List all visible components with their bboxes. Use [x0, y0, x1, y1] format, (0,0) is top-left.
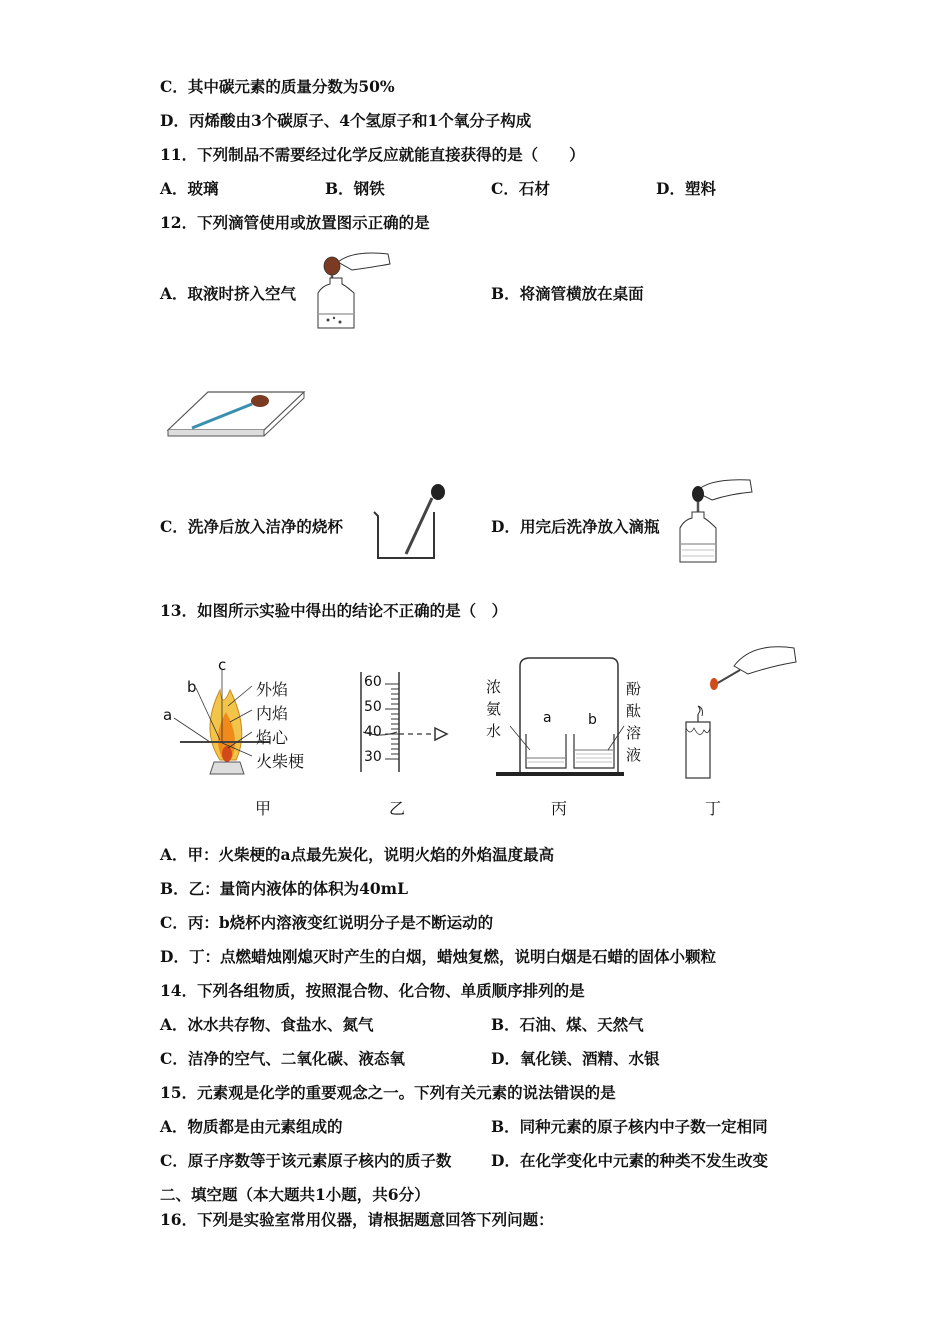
- q12-figure-c-dropper-in-beaker: [368, 484, 458, 562]
- q13-bing-left-label: [486, 676, 504, 742]
- q13-option-a: A．甲：火柴梗的a点最先炭化，说明火焰的外焰温度最高: [160, 845, 555, 864]
- q12-option-b: B．将滴管横放在桌面: [491, 284, 644, 303]
- q16-stem: 16．下列是实验室常用仪器，请根据题意回答下列问题：: [160, 1210, 554, 1229]
- q15-stem: 15．元素观是化学的重要观念之一。下列有关元素的说法错误的是: [160, 1083, 616, 1102]
- q11-option-c: C．石材: [491, 179, 550, 198]
- q15-option-c: C．原子序数等于该元素原子核内的质子数: [160, 1151, 452, 1170]
- q13-jia-caption: 甲: [255, 799, 272, 818]
- q15-option-b: B．同种元素的原子核内中子数一定相同: [491, 1117, 768, 1136]
- q13-bing-right-char: 酚: [626, 680, 642, 698]
- q12-option-a: A．取液时挤入空气: [160, 284, 297, 303]
- q11-option-d: D．塑料: [656, 179, 716, 198]
- q14-stem: 14．下列各组物质，按照混合物、化合物、单质顺序排列的是: [160, 981, 585, 1000]
- q13-yi-tick-30: 30: [364, 749, 382, 765]
- q15-option-d: D．在化学变化中元素的种类不发生改变: [491, 1151, 768, 1170]
- q13-option-b: B．乙：量筒内液体的体积为40mL: [160, 879, 408, 898]
- q10-option-c: C．其中碳元素的质量分数为50%: [160, 77, 395, 96]
- q13-jia-label-c: c: [218, 656, 227, 674]
- q11-option-b: B．钢铁: [325, 179, 385, 198]
- q13-bing-beaker-b: b: [588, 712, 597, 728]
- q14-option-b: B．石油、煤、天然气: [491, 1015, 644, 1034]
- q10-option-d: D．丙烯酸由3个碳原子、4个氢原子和1个氧分子构成: [160, 111, 532, 130]
- q13-jia-label-b: b: [187, 678, 197, 696]
- q13-ding-caption: 丁: [705, 799, 722, 818]
- q13-yi-tick-60: 60: [364, 674, 382, 690]
- q13-jia-match-stick: 火柴梗: [256, 752, 305, 771]
- q12-figure-d-dropper-into-bottle: [674, 474, 756, 566]
- q13-yi-caption: 乙: [389, 799, 406, 818]
- q13-bing-beaker-a: a: [543, 710, 552, 726]
- q13-jia-inner-flame: 内焰: [256, 704, 289, 723]
- q14-option-c: C．洁净的空气、二氧化碳、液态氧: [160, 1049, 405, 1068]
- q13-jia-flame-core: 焰心: [256, 728, 289, 747]
- q13-yi-tick-40: 40: [364, 724, 382, 740]
- q11-option-a: A．玻璃: [160, 179, 219, 198]
- q13-bing-right-char: 酞: [626, 702, 642, 720]
- q12-stem: 12．下列滴管使用或放置图示正确的是: [160, 213, 430, 232]
- q13-bing-left-char: 浓: [486, 678, 502, 696]
- q13-option-d: D．丁：点燃蜡烛刚熄灭时产生的白烟，蜡烛复燃，说明白烟是石蜡的固体小颗粒: [160, 947, 716, 966]
- section-heading: 二、填空题（本大题共1小题，共6分）: [160, 1185, 430, 1204]
- q13-bing-left-char: 水: [486, 722, 502, 740]
- q14-option-d: D．氧化镁、酒精、水银: [491, 1049, 660, 1068]
- q13-bing-right-char: 液: [626, 746, 642, 764]
- q13-figure-bing-bell-jar: [490, 654, 630, 780]
- q15-option-a: A．物质都是由元素组成的: [160, 1117, 343, 1136]
- q13-stem: 13．如图所示实验中得出的结论不正确的是（ ）: [160, 601, 508, 620]
- q13-figure-ding-candle: [676, 636, 800, 782]
- q13-yi-tick-50: 50: [364, 699, 382, 715]
- q12-option-c: C．洗净后放入洁净的烧杯: [160, 517, 343, 536]
- q14-option-a: A．冰水共存物、食盐水、氮气: [160, 1015, 374, 1034]
- q12-figure-b-dropper-on-table: [164, 386, 306, 442]
- q13-bing-left-char: 氨: [486, 700, 502, 718]
- q13-bing-right-char: 溶: [626, 724, 642, 742]
- q12-option-d: D．用完后洗净放入滴瓶: [491, 517, 660, 536]
- q13-jia-label-a: a: [163, 706, 173, 724]
- q13-jia-outer-flame: 外焰: [256, 680, 289, 699]
- q13-bing-caption: 丙: [551, 799, 568, 818]
- q11-stem: 11．下列制品不需要经过化学反应就能直接获得的是（ ）: [160, 145, 585, 164]
- q12-figure-a-dropper-bottle: [308, 248, 398, 333]
- q13-option-c: C．丙：b烧杯内溶液变红说明分子是不断运动的: [160, 913, 494, 932]
- q13-bing-right-label: [626, 678, 644, 766]
